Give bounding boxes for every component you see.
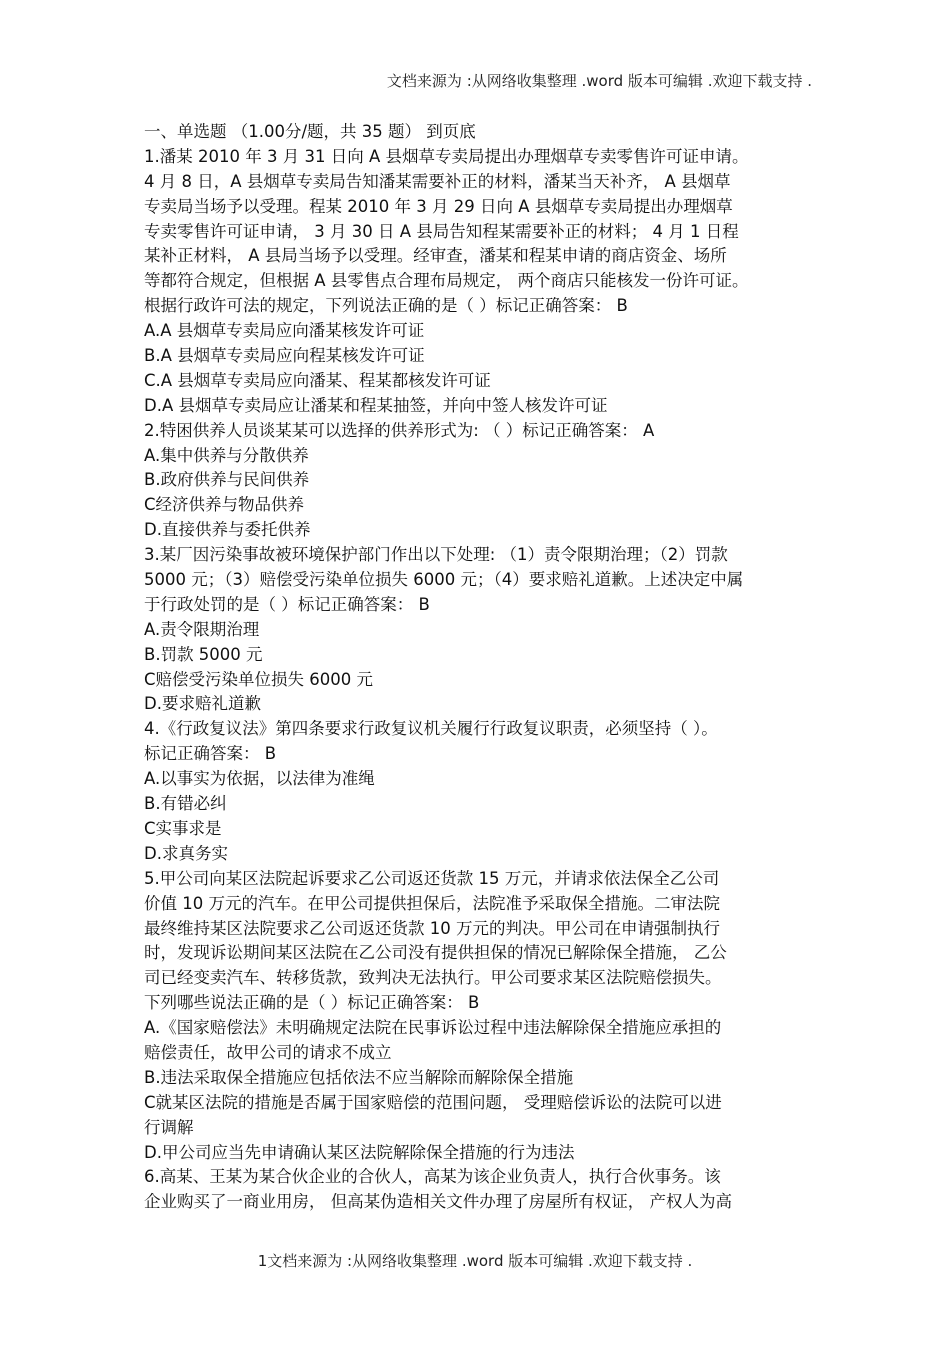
- section-title: 一、单选题 （1.00分/题，共 35 题） 到页底: [144, 122, 476, 141]
- question-3: [144, 543, 814, 717]
- answer-option: D.求真务实: [144, 843, 228, 863]
- question-stem-line: 价值 10 万元的汽车。在甲公司提供担保后，法院准予采取保全措施。二审法院: [144, 893, 720, 913]
- page-footer: 1文档来源为 :从网络收集整理 .word 版本可编辑 .欢迎下载支持 .: [257, 1252, 693, 1270]
- question-stem-line: 企业购买了一商业用房， 但高某伪造相关文件办理了房屋所有权证， 产权人为高: [144, 1192, 732, 1212]
- answer-option-continuation: 赔偿责任，故甲公司的请求不成立: [144, 1042, 392, 1062]
- answer-option: B.政府供养与民间供养: [144, 470, 310, 490]
- answer-option: B.A 县烟草专卖局应向程某核发许可证: [144, 346, 425, 366]
- answer-option: D.要求赔礼道歉: [144, 694, 261, 714]
- question-stem-line: 于行政处罚的是（ ）标记正确答案： B: [144, 594, 430, 614]
- answer-option: C就某区法院的措施是否属于国家赔偿的范围问题， 受理赔偿诉讼的法院可以进: [144, 1092, 722, 1112]
- question-stem-line: 5000 元；（3）赔偿受污染单位损失 6000 元；（4）要求赔礼道歉。上述决定中属: [144, 570, 744, 590]
- answer-option: B.有错必纠: [144, 794, 227, 814]
- answer-option: A.以事实为依据，以法律为准绳: [144, 769, 375, 789]
- question-1: [144, 145, 814, 419]
- question-stem-line: 司已经变卖汽车、转移货款，致判决无法执行。甲公司要求某区法院赔偿损失。: [144, 968, 722, 988]
- question-stem-line: 等都符合规定，但根据 A 县零售点合理布局规定， 两个商店只能核发一份许可证。: [144, 271, 749, 291]
- answer-option: A.A 县烟草专卖局应向潘某核发许可证: [144, 321, 425, 341]
- answer-option: A.《国家赔偿法》未明确规定法院在民事诉讼过程中违法解除保全措施应承担的: [144, 1018, 722, 1038]
- question-stem-line: 6.高某、王某为某合伙企业的合伙人，高某为该企业负责人，执行合伙事务。该: [144, 1167, 721, 1187]
- answer-option: D.甲公司应当先申请确认某区法院解除保全措施的行为违法: [144, 1142, 575, 1162]
- question-stem-line: 下列哪些说法正确的是（ ）标记正确答案： B: [144, 993, 480, 1013]
- question-stem-line: 1.潘某 2010 年 3 月 31 日向 A 县烟草专卖局提出办理烟草专卖零售许可证申请。: [144, 146, 749, 166]
- question-stem-line: 最终维持某区法院要求乙公司返还货款 10 万元的判决。甲公司在申请强制执行: [144, 918, 720, 938]
- answer-option-continuation: 行调解: [144, 1117, 194, 1137]
- answer-option: A.集中供养与分散供养: [144, 445, 309, 465]
- answer-option: C赔偿受污染单位损失 6000 元: [144, 669, 374, 689]
- question-5: [144, 867, 814, 1166]
- answer-option: D.A 县烟草专卖局应让潘某和程某抽签，并向中签人核发许可证: [144, 395, 608, 415]
- question-stem-line: 2.特困供养人员谈某某可以选择的供养形式为: （ ）标记正确答案： A: [144, 420, 655, 440]
- question-stem-line: 根据行政许可法的规定，下列说法正确的是（ ）标记正确答案： B: [144, 296, 628, 316]
- question-stem-line: 4 月 8 日，A 县烟草专卖局告知潘某需要补正的材料，潘某当天补齐， A 县烟草: [144, 171, 731, 191]
- question-stem-line: 专卖零售许可证申请， 3 月 30 日 A 县局告知程某需要补正的材料； 4 月 1 日程: [144, 221, 739, 241]
- question-4: [144, 717, 814, 866]
- answer-option: C实事求是: [144, 818, 222, 838]
- question-2: [144, 419, 814, 543]
- answer-option: C经济供养与物品供养: [144, 495, 305, 515]
- question-stem-line: 时，发现诉讼期间某区法院在乙公司没有提供担保的情况已解除保全措施， 乙公: [144, 943, 727, 963]
- answer-option: B.罚款 5000 元: [144, 644, 263, 664]
- question-stem-line: 专卖局当场予以受理。程某 2010 年 3 月 29 日向 A 县烟草专卖局提出办理烟草: [144, 196, 733, 216]
- question-stem-line: 某补正材料， A 县局当场予以受理。经审查，潘某和程某申请的商店资金、场所: [144, 246, 727, 266]
- question-stem-line: 标记正确答案： B: [144, 744, 277, 764]
- answer-option: D.直接供养与委托供养: [144, 520, 311, 540]
- question-stem-line: 3.某厂因污染事故被环境保护部门作出以下处理: （1）责令限期治理；（2）罚款: [144, 545, 728, 565]
- page-header: 文档来源为 :从网络收集整理 .word 版本可编辑 .欢迎下载支持 .: [386, 72, 812, 90]
- question-stem-line: 5.甲公司向某区法院起诉要求乙公司返还货款 15 万元，并请求依法保全乙公司: [144, 868, 720, 888]
- answer-option: C.A 县烟草专卖局应向潘某、程某都核发许可证: [144, 370, 491, 390]
- page-body: [144, 120, 814, 1215]
- answer-option: A.责令限期治理: [144, 619, 260, 639]
- answer-option: B.违法采取保全措施应包括依法不应当解除而解除保全措施: [144, 1067, 574, 1087]
- question-6: [144, 1165, 814, 1215]
- question-stem-line: 4.《行政复议法》第四条要求行政复议机关履行行政复议职责，必须坚持（ ）。: [144, 719, 718, 739]
